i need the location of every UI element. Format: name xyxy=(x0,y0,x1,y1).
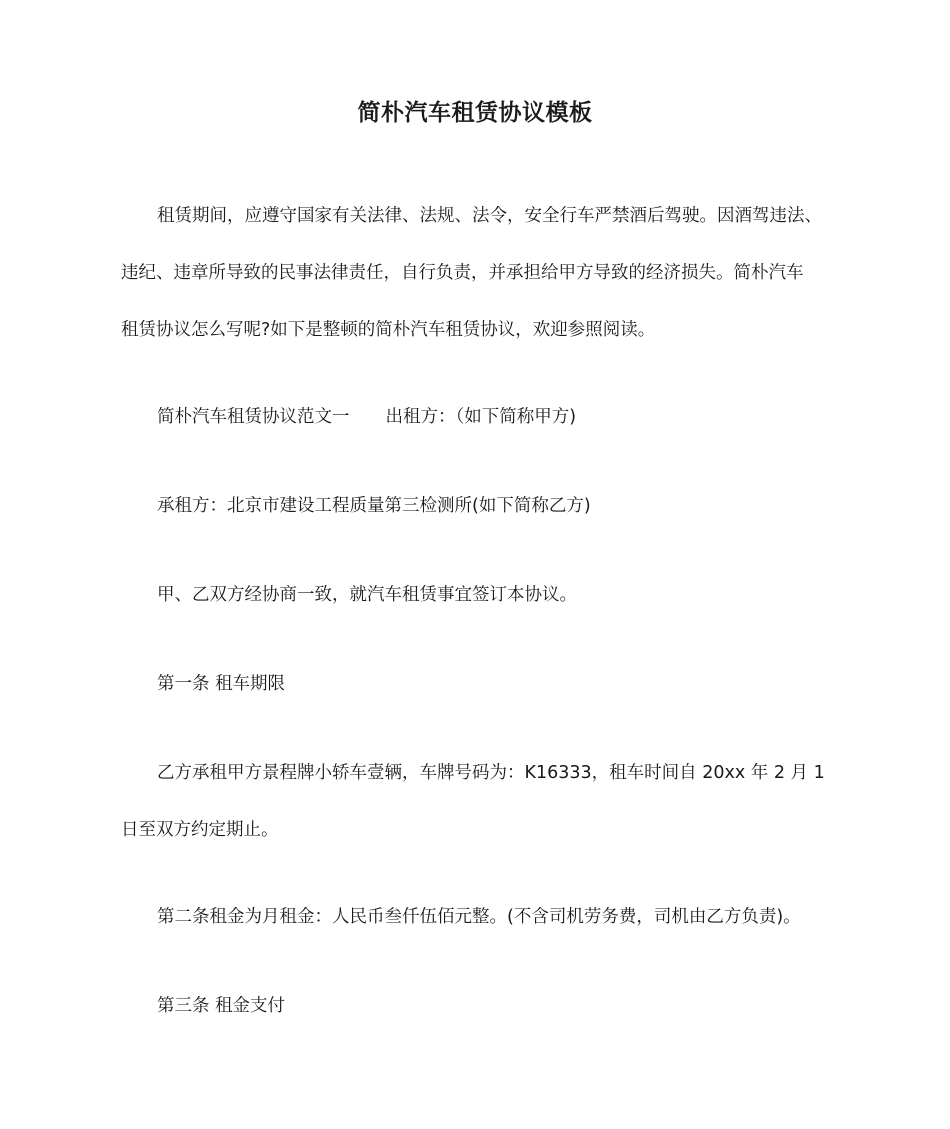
article-2-paragraph xyxy=(121,889,841,946)
article-1-paragraph xyxy=(121,745,841,859)
agreement-line: 甲、乙双方经协商一致，就汽车租赁事宜签订本协议。 xyxy=(157,585,577,605)
article-1-line-2: 日至双方约定期止。 xyxy=(121,820,279,840)
article-1-line-1: 乙方承租甲方景程牌小轿车壹辆，车牌号码为：K16333，租车时间自 20xx 年 2 月 1 xyxy=(157,763,825,783)
article-2-line: 第二条租金为月租金：人民币叁仟伍佰元整。(不含司机劳务费，司机由乙方负责)。 xyxy=(157,907,801,927)
sample-heading: 简朴汽车租赁协议范文一 xyxy=(157,407,350,427)
document-title: 简朴汽车租赁协议模板 xyxy=(357,100,593,126)
article-1-heading xyxy=(121,656,841,713)
article-3-heading xyxy=(121,978,841,1035)
lessee-paragraph xyxy=(121,478,841,535)
sample-heading-paragraph xyxy=(121,389,841,446)
intro-paragraph xyxy=(121,188,841,359)
lessor-line: 出租方：（如下简称甲方) xyxy=(385,407,577,427)
lessee-line: 承租方：北京市建设工程质量第三检测所(如下简称乙方) xyxy=(157,496,591,516)
intro-line-3: 租赁协议怎么写呢?如下是整顿的简朴汽车租赁协议，欢迎参照阅读。 xyxy=(121,320,656,340)
intro-line-2: 违纪、违章所导致的民事法律责任，自行负责，并承担给甲方导致的经济损失。简朴汽车 xyxy=(121,263,804,283)
intro-line-1: 租赁期间，应遵守国家有关法律、法规、法令，安全行车严禁酒后驾驶。因酒驾违法、 xyxy=(157,206,822,226)
article-3-title: 第三条 租金支付 xyxy=(157,996,286,1016)
article-1-title: 第一条 租车期限 xyxy=(157,674,286,694)
agreement-paragraph xyxy=(121,567,841,624)
